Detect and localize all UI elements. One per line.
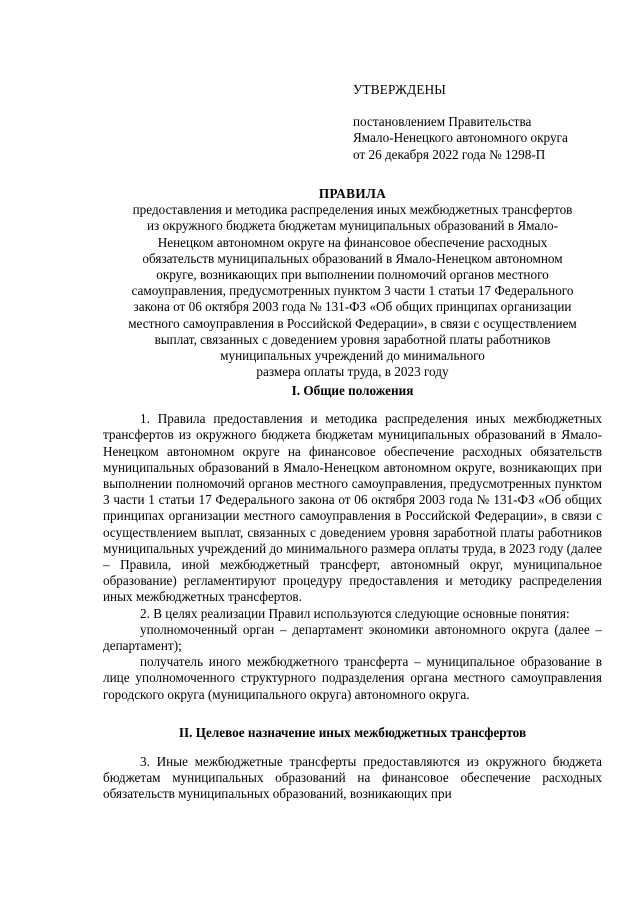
subtitle-line: местного самоуправления в Российской Федерации», в связи с осуществлением bbox=[128, 315, 577, 331]
approval-heading: УТВЕРЖДЕНЫ bbox=[353, 82, 447, 97]
subtitle-line: размера оплаты труда, в 2023 году bbox=[256, 364, 449, 380]
document-title: ПРАВИЛА bbox=[318, 186, 387, 201]
subtitle-line: самоуправления, предусмотренных пунктом 3 части 1 статьи 17 Федерального bbox=[131, 283, 574, 299]
section-heading-1: I. Общие положения bbox=[291, 383, 414, 398]
subtitle-line: предоставления и методика распределения иных межбюджетных трансфертов bbox=[132, 202, 573, 218]
subtitle-line: муниципальных учреждений до минимального bbox=[220, 348, 485, 364]
approval-line: Ямало-Ненецкого автономного округа bbox=[353, 130, 568, 146]
subtitle-line: выплат, связанных с доведением уровня заработной платы работников bbox=[154, 331, 551, 347]
document-body bbox=[103, 383, 602, 803]
paragraph-2: 2. В целях реализации Правил используются следующие основные понятия: bbox=[140, 605, 570, 621]
subtitle-line: из окружного бюджета бюджетам муниципальных образований в Ямало- bbox=[147, 218, 558, 234]
paragraph-4: получатель иного межбюджетного трансферта – муниципальное образование в лице уполномоченного структурного подразделения органа местного самоуправления городского округа (муниципального округа) автономного округа. bbox=[103, 654, 602, 702]
subtitle-line: Ненецком автономном округе на финансовое обеспечение расходных bbox=[157, 234, 548, 250]
paragraph-1: 1. Правила предоставления и методика распределения иных межбюджетных трансфертов из окружного бюджета бюджетам муниципальных образований в Ямало-Ненецком автономном округе на финансовое обеспечение расходных обязательств муниципальных образований в Ямало-Ненецком автономном округе, возникающих при выполнении полномочий органов местного самоуправления, предусмотренных пунктом 3 части 1 статьи 17 Федерального закона от 06 октября 2003 года № 131-ФЗ «Об общих принципах организации местного самоуправления в Российской Федерации», в связи с осуществлением выплат, связанных с доведением уровня заработной платы работников муниципальных учреждений до минимального размера оплаты труда, в 2023 году (далее – Правила, иной межбюджетный трансферт, автономный округ, муниципальное образование) регламентируют процедуру предоставления и методику распределения иных межбюджетных трансфертов. bbox=[103, 411, 602, 605]
document-title-block bbox=[100, 186, 605, 380]
document-subtitle bbox=[100, 202, 605, 380]
approval-block bbox=[353, 82, 623, 163]
approval-line: от 26 декабря 2022 года № 1298-П bbox=[353, 146, 546, 162]
paragraph-5: 3. Иные межбюджетные трансферты предоставляются из окружного бюджета бюджетам муниципальных образований на финансовое обеспечение расходных обязательств муниципальных образований, возникающих при bbox=[103, 754, 602, 802]
section-heading-2: II. Целевое назначение иных межбюджетных трансфертов bbox=[178, 724, 527, 740]
subtitle-line: обязательств муниципальных образований в Ямало-Ненецком автономном bbox=[142, 250, 563, 266]
subtitle-line: округе, возникающих при выполнении полномочий органов местного bbox=[156, 267, 549, 283]
subtitle-line: закона от 06 октября 2003 года № 131-ФЗ «Об общих принципах организации bbox=[133, 299, 572, 315]
approval-line: постановлением Правительства bbox=[353, 114, 532, 130]
paragraph-3: уполномоченный орган – департамент экономики автономного округа (далее – департамент); bbox=[103, 621, 602, 654]
